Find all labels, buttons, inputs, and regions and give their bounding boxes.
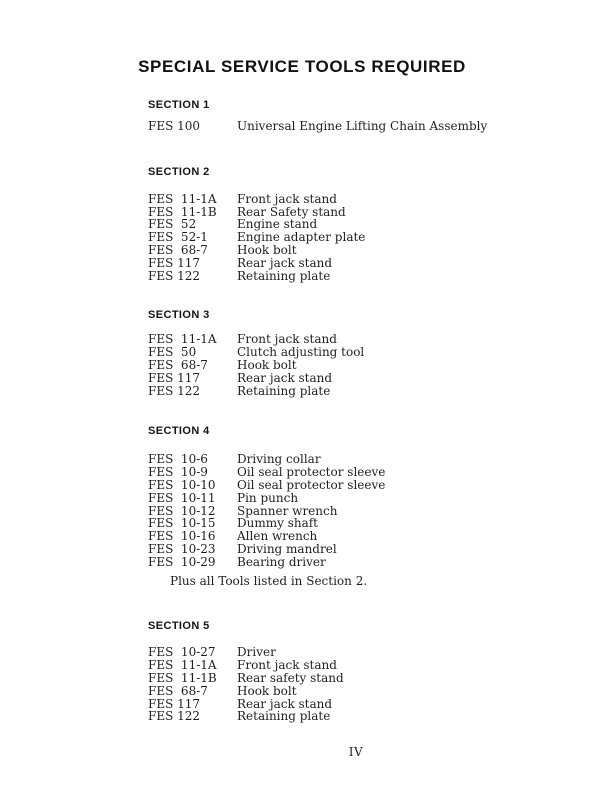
tool-description: Bearing driver [237, 554, 326, 569]
tool-row [148, 698, 572, 711]
tool-description: Universal Engine Lifting Chain Assembly [237, 119, 488, 133]
section [148, 620, 572, 723]
tool-description: Hook bolt [237, 357, 297, 372]
tool-code: FES 10-12 [148, 503, 216, 518]
tool-code: FES 10-10 [148, 477, 216, 492]
tool-description: Oil seal protector sleeve [237, 465, 386, 480]
tool-code: FES 50 [148, 345, 197, 360]
tool-description: Front jack stand [237, 332, 337, 347]
tool-description: Front jack stand [237, 658, 337, 673]
tool-row [148, 270, 572, 283]
tool-description: Allen wrench [237, 529, 318, 544]
tool-code: FES 10-6 [148, 452, 208, 467]
tool-description: Rear Safety stand [237, 204, 346, 219]
page-title: SPECIAL SERVICE TOOLS REQUIRED [138, 57, 466, 76]
tool-row [148, 685, 572, 698]
tool-code: FES 68-7 [148, 357, 208, 372]
tool-description: Dummy shaft [237, 516, 319, 531]
tool-code: FES 117 [148, 696, 201, 711]
tool-description: Retaining plate [237, 709, 331, 724]
tool-description: Rear jack stand [237, 696, 333, 711]
section-note: Plus all Tools listed in Section 2. [170, 573, 368, 588]
page-number: IV [348, 745, 364, 760]
tool-description: Clutch adjusting tool [237, 345, 365, 360]
tool-code: FES 68-7 [148, 242, 208, 257]
tool-code: FES 11-1A [148, 332, 217, 347]
tool-code: FES 122 [148, 709, 201, 724]
tool-row [148, 346, 572, 359]
tool-code: FES 11-1B [148, 670, 217, 685]
sections-list [148, 99, 572, 723]
section-heading: SECTION 1 [148, 99, 210, 111]
tool-code: FES 117 [148, 370, 201, 385]
tool-description: Pin punch [237, 490, 299, 505]
tool-row [148, 257, 572, 270]
tool-row [148, 193, 572, 206]
tool-row [148, 359, 572, 372]
tool-code: FES 10-23 [148, 541, 216, 556]
tool-code: FES 10-27 [148, 645, 216, 660]
section-heading: SECTION 3 [148, 309, 210, 322]
tool-description: Driving mandrel [237, 541, 337, 556]
tool-description: Engine adapter plate [237, 230, 366, 245]
tool-description: Hook bolt [237, 242, 297, 257]
tool-description: Rear jack stand [237, 370, 333, 385]
tool-code: FES 100 [148, 119, 201, 133]
tool-row [148, 479, 572, 492]
tool-row [148, 556, 572, 569]
tool-description: Engine stand [237, 217, 318, 232]
tool-list [148, 333, 572, 397]
tool-code: FES 52 [148, 217, 197, 232]
tool-row [148, 385, 572, 398]
section [148, 166, 572, 283]
tool-description: Spanner wrench [237, 503, 338, 518]
tool-code: FES 10-11 [148, 490, 216, 505]
section [148, 99, 572, 133]
tool-code: FES 10-29 [148, 554, 216, 569]
section-heading: SECTION 2 [148, 165, 210, 178]
tool-description: Rear jack stand [237, 255, 333, 270]
tool-code: FES 117 [148, 255, 201, 270]
tool-row [148, 231, 572, 244]
tool-description: Front jack stand [237, 191, 337, 206]
tool-code: FES 11-1A [148, 191, 217, 206]
tool-row [148, 543, 572, 556]
tool-description: Hook bolt [237, 683, 297, 698]
section-heading: SECTION 5 [148, 620, 210, 633]
tool-row [148, 659, 572, 672]
tool-row [148, 710, 572, 723]
tool-row [148, 372, 572, 385]
tool-row [148, 492, 572, 505]
tool-row [148, 120, 572, 133]
tool-row [148, 244, 572, 257]
tool-code: FES 122 [148, 383, 201, 398]
tool-list [148, 193, 572, 283]
tool-description: Retaining plate [237, 268, 331, 283]
tool-description: Driver [237, 645, 276, 660]
tool-code: FES 10-15 [148, 516, 216, 531]
tool-row [148, 206, 572, 219]
tool-code: FES 122 [148, 268, 201, 283]
section-heading: SECTION 4 [148, 425, 210, 438]
tool-code: FES 52-1 [148, 230, 208, 245]
tool-code: FES 10-16 [148, 529, 216, 544]
tool-list [148, 120, 572, 133]
tool-code: FES 68-7 [148, 683, 208, 698]
tool-list [148, 453, 572, 568]
section [148, 425, 572, 587]
tool-description: Driving collar [237, 452, 321, 467]
tool-code: FES 11-1B [148, 204, 217, 219]
tool-description: Retaining plate [237, 383, 331, 398]
tool-row [148, 672, 572, 685]
section [148, 309, 572, 397]
tool-list [148, 646, 572, 723]
tool-code: FES 11-1A [148, 658, 217, 673]
tool-code: FES 10-9 [148, 465, 208, 480]
tool-description: Rear safety stand [237, 670, 344, 685]
tool-description: Oil seal protector sleeve [237, 477, 386, 492]
page-content [0, 99, 612, 759]
